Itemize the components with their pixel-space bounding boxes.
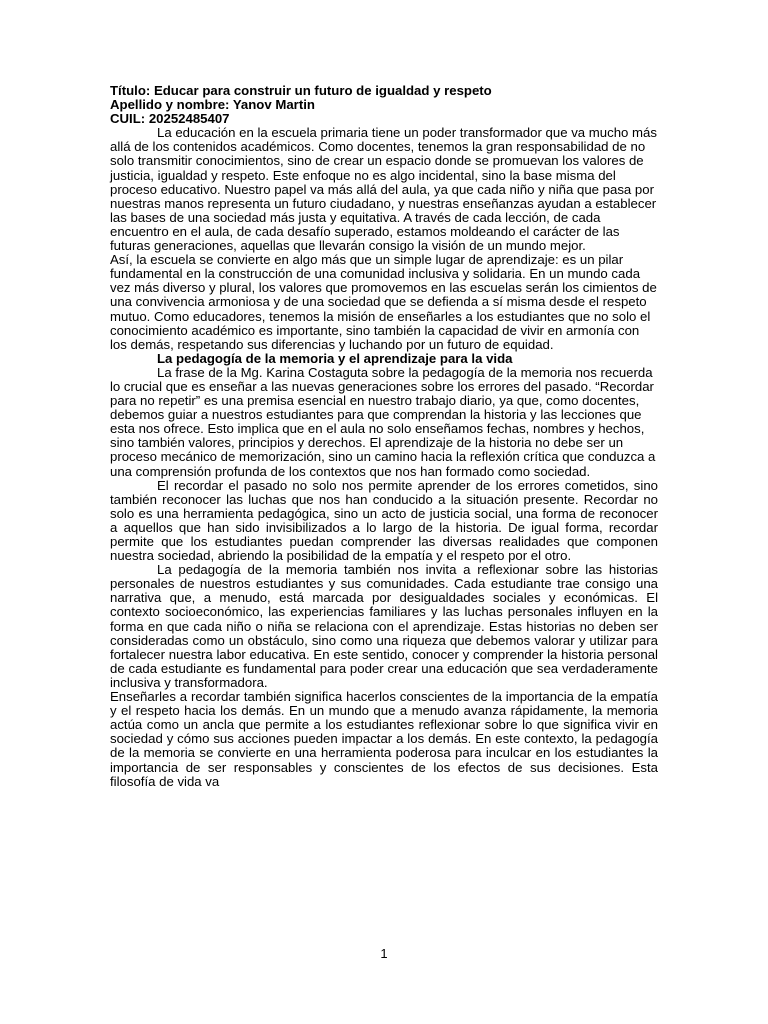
paragraph-4: El recordar el pasado no solo nos permite aprender de los errores cometidos, sino también reconocer las luchas que nos han conducido a la situación presente. Recordar no solo es una herramienta pedagógica, sino un acto de justicia social, una forma de reconocer a aquellos que han sido invisibilizados a lo largo de la historia. De igual forma, recordar permite que los estudiantes puedan comprender las diversas realidades que componen nuestra sociedad, abriendo la posibilidad de la empatía y el respeto por el otro. bbox=[110, 477, 658, 564]
paragraph-5: La pedagogía de la memoria también nos invita a reflexionar sobre las historias personales de nuestros estudiantes y sus comunidades. Cada estudiante trae consigo una narrativa que, a menudo, está marcada por desigualdades sociales y económicas. El contexto socioeconómico, las experiencias familiares y las luchas personales influyen en la forma en que cada niño o niña se relaciona con el aprendizaje. Estas historias no deben ser consideradas como un obstáculo, sino como una riqueza que debemos valorar y utilizar para fortalecer nuestra labor educativa. En este sentido, conocer y comprender la historia personal de cada estudiante es fundamental para poder crear una educación que sea verdaderamente inclusiva y transformadora. bbox=[110, 562, 658, 690]
page-number: 1 bbox=[380, 946, 388, 961]
document-title: Título: Educar para construir un futuro de igualdad y respeto bbox=[110, 83, 492, 98]
author-cuil: CUIL: 20252485407 bbox=[110, 111, 230, 127]
author-name: Apellido y nombre: Yanov Martin bbox=[110, 97, 315, 113]
paragraph-1: La educación en la escuela primaria tiene un poder transformador que va mucho más allá de los contenidos académicos. Como docentes, tenemos la gran responsabilidad de no solo transmitir conocimientos, sino de crear un espacio donde se promuevan los valores de justicia, igualdad y respeto. Este enfoque no es algo incidental, sino la base misma del proceso educativo. Nuestro papel va más allá del aula, ya que cada niño y niña que pasa por nuestras manos representa un futuro ciudadano, y nuestras enseñanzas ayudan a establecer las bases de una sociedad más justa y equitativa. A través de cada lección, de cada encuentro en el aula, de cada desafío superado, estamos moldeando el carácter de las futuras generaciones, aquellas que llevarán consigo la visión de un mundo mejor. bbox=[110, 125, 657, 254]
paragraph-2: Así, la escuela se convierte en algo más que un simple lugar de aprendizaje: es un pilar fundamental en la construcción de una comunidad inclusiva y solidaria. En un mundo cada vez más diverso y plural, los valores que promovemos en las escuelas serán los cimientos de una convivencia armoniosa y de una sociedad que se defienda a sí misma desde el respeto mutuo. Como educadores, tenemos la misión de enseñarles a los estudiantes que no solo el conocimiento académico es importante, sino también la capacidad de vivir en armonía con los demás, respetando sus diferencias y luchando por un futuro de equidad. bbox=[110, 252, 657, 352]
section-heading: La pedagogía de la memoria y el aprendizaje para la vida bbox=[157, 350, 513, 366]
document-page bbox=[110, 84, 658, 789]
paragraph-3: La frase de la Mg. Karina Costaguta sobre la pedagogía de la memoria nos recuerda lo crucial que es enseñar a las nuevas generaciones sobre los errores del pasado. “Recordar para no repetir” es una premisa esencial en nuestro trabajo diario, ya que, como docentes, debemos guiar a nuestros estudiantes para que comprendan la historia y las lecciones que esta nos ofrece. Esto implica que en el aula no solo enseñamos fechas, nombres y hechos, sino también valores, principios y derechos. El aprendizaje de la historia no debe ser un proceso mecánico de memorización, sino un camino hacia la reflexión crítica que conduzca a una comprensión profunda de los contextos que nos han formado como sociedad. bbox=[110, 364, 656, 479]
paragraph-6: Enseñarles a recordar también significa hacerlos conscientes de la importancia de la empatía y el respeto hacia los demás. En un mundo que a menudo avanza rápidamente, la memoria actúa como un ancla que permite a los estudiantes reflexionar sobre lo que significa vivir en sociedad y cómo sus acciones pueden impactar a los demás. En este contexto, la pedagogía de la memoria se convierte en una herramienta poderosa para inculcar en los estudiantes la importancia de ser responsables y conscientes de los efectos de sus decisiones. Esta filosofía de vida va bbox=[110, 689, 658, 789]
